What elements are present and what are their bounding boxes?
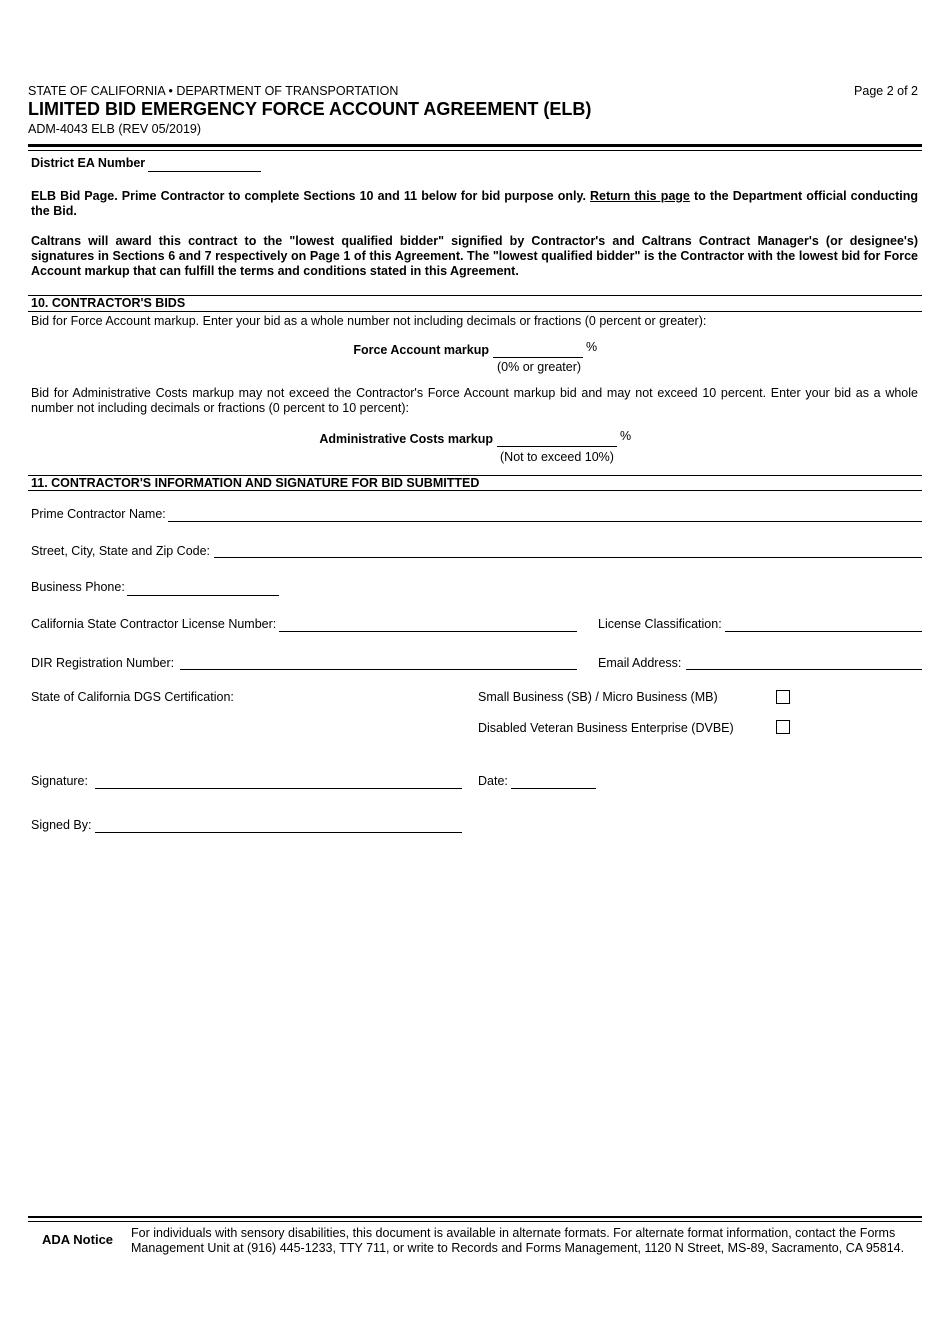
fa-percent-sign: % <box>586 340 598 354</box>
address-input[interactable] <box>214 557 922 558</box>
date-input[interactable] <box>511 788 596 789</box>
dir-registration-input[interactable] <box>180 669 577 670</box>
district-ea-label: District EA Number <box>31 156 146 170</box>
section11-bottom-rule <box>28 490 922 491</box>
header-rule-thin <box>28 150 922 151</box>
ada-notice-label: ADA Notice <box>42 1232 114 1247</box>
dir-registration-label: DIR Registration Number: <box>31 656 175 670</box>
fa-markup-input[interactable] <box>493 357 583 358</box>
license-number-label: California State Contractor License Number: <box>31 617 277 631</box>
dgs-certification-label: State of California DGS Certification: <box>31 690 234 704</box>
signature-label: Signature: <box>31 774 88 788</box>
email-address-input[interactable] <box>686 669 922 670</box>
business-phone-input[interactable] <box>127 595 279 596</box>
fa-markup-label: Force Account markup <box>353 343 489 357</box>
license-number-input[interactable] <box>279 631 577 632</box>
prime-contractor-name-input[interactable] <box>168 521 922 522</box>
return-this-page-text: Return this page <box>590 189 690 203</box>
license-classification-input[interactable] <box>725 631 922 632</box>
district-ea-input[interactable] <box>148 171 261 172</box>
small-business-label: Small Business (SB) / Micro Business (MB) <box>478 690 718 704</box>
intro-p1-end: to the Department official conducting the Bid. <box>31 189 918 218</box>
header-rule-thick <box>28 144 922 147</box>
section11-heading: 11. CONTRACTOR'S INFORMATION AND SIGNATURE FOR BID SUBMITTED <box>31 476 480 490</box>
page-number: Page 2 of 2 <box>854 84 918 98</box>
signature-input[interactable] <box>95 788 462 789</box>
dvbe-label: Disabled Veteran Business Enterprise (DVBE) <box>478 721 734 735</box>
fa-instructions: Bid for Force Account markup. Enter your bid as a whole number not including decimals or fractions (0 percent or greater): <box>31 314 707 328</box>
small-business-checkbox[interactable] <box>776 690 790 704</box>
admin-markup-input[interactable] <box>497 446 617 447</box>
business-phone-label: Business Phone: <box>31 580 125 594</box>
intro-p1-start: ELB Bid Page. Prime Contractor to complete Sections 10 and 11 below for bid purpose only. <box>31 189 586 203</box>
date-label: Date: <box>478 774 508 788</box>
license-classification-label: License Classification: <box>598 617 722 631</box>
ada-notice-text: For individuals with sensory disabilities, this document is available in alternate formats. For alternate format information, contact the Forms Management Unit at (916) 445-1233, TTY 711, or write to Records and Forms Management, 1120 N Street, MS-89, Sacramento, CA 95814. <box>131 1226 905 1255</box>
admin-markup-label: Administrative Costs markup <box>319 432 493 446</box>
form-title: LIMITED BID EMERGENCY FORCE ACCOUNT AGREEMENT (ELB) <box>28 99 592 119</box>
agency-line: STATE OF CALIFORNIA • DEPARTMENT OF TRANSPORTATION <box>28 84 399 98</box>
admin-instructions: Bid for Administrative Costs markup may not exceed the Contractor's Force Account markup bid and may not exceed 10 percent. Enter your bid as a whole number not including decimals or fractions (0 percent to 10 percent): <box>31 386 918 415</box>
email-address-label: Email Address: <box>598 656 682 670</box>
form-number: ADM-4043 ELB (REV 05/2019) <box>28 122 202 136</box>
fa-markup-note: (0% or greater) <box>497 360 582 374</box>
admin-percent-sign: % <box>620 429 632 443</box>
footer-rule-thick <box>28 1216 922 1218</box>
section10-heading: 10. CONTRACTOR'S BIDS <box>31 296 186 310</box>
footer-rule-thin <box>28 1221 922 1222</box>
intro-paragraph-2: Caltrans will award this contract to the "lowest qualified bidder" signified by Contractor's and Caltrans Contract Manager's (or designee's) signatures in Sections 6 and 7 respectively on Page 1 of this Agreement. The "lowest qualified bidder" is the Contractor with the lowest bid for Force Account markup that can fulfill the terms and conditions stated in this Agreement. <box>31 234 918 278</box>
prime-contractor-name-label: Prime Contractor Name: <box>31 507 166 521</box>
address-label: Street, City, State and Zip Code: <box>31 544 211 558</box>
signed-by-input[interactable] <box>95 832 462 833</box>
intro-paragraph-1 <box>31 189 918 219</box>
admin-markup-note: (Not to exceed 10%) <box>500 450 614 464</box>
section10-bottom-rule <box>28 311 922 312</box>
dvbe-checkbox[interactable] <box>776 720 790 734</box>
signed-by-label: Signed By: <box>31 818 92 832</box>
